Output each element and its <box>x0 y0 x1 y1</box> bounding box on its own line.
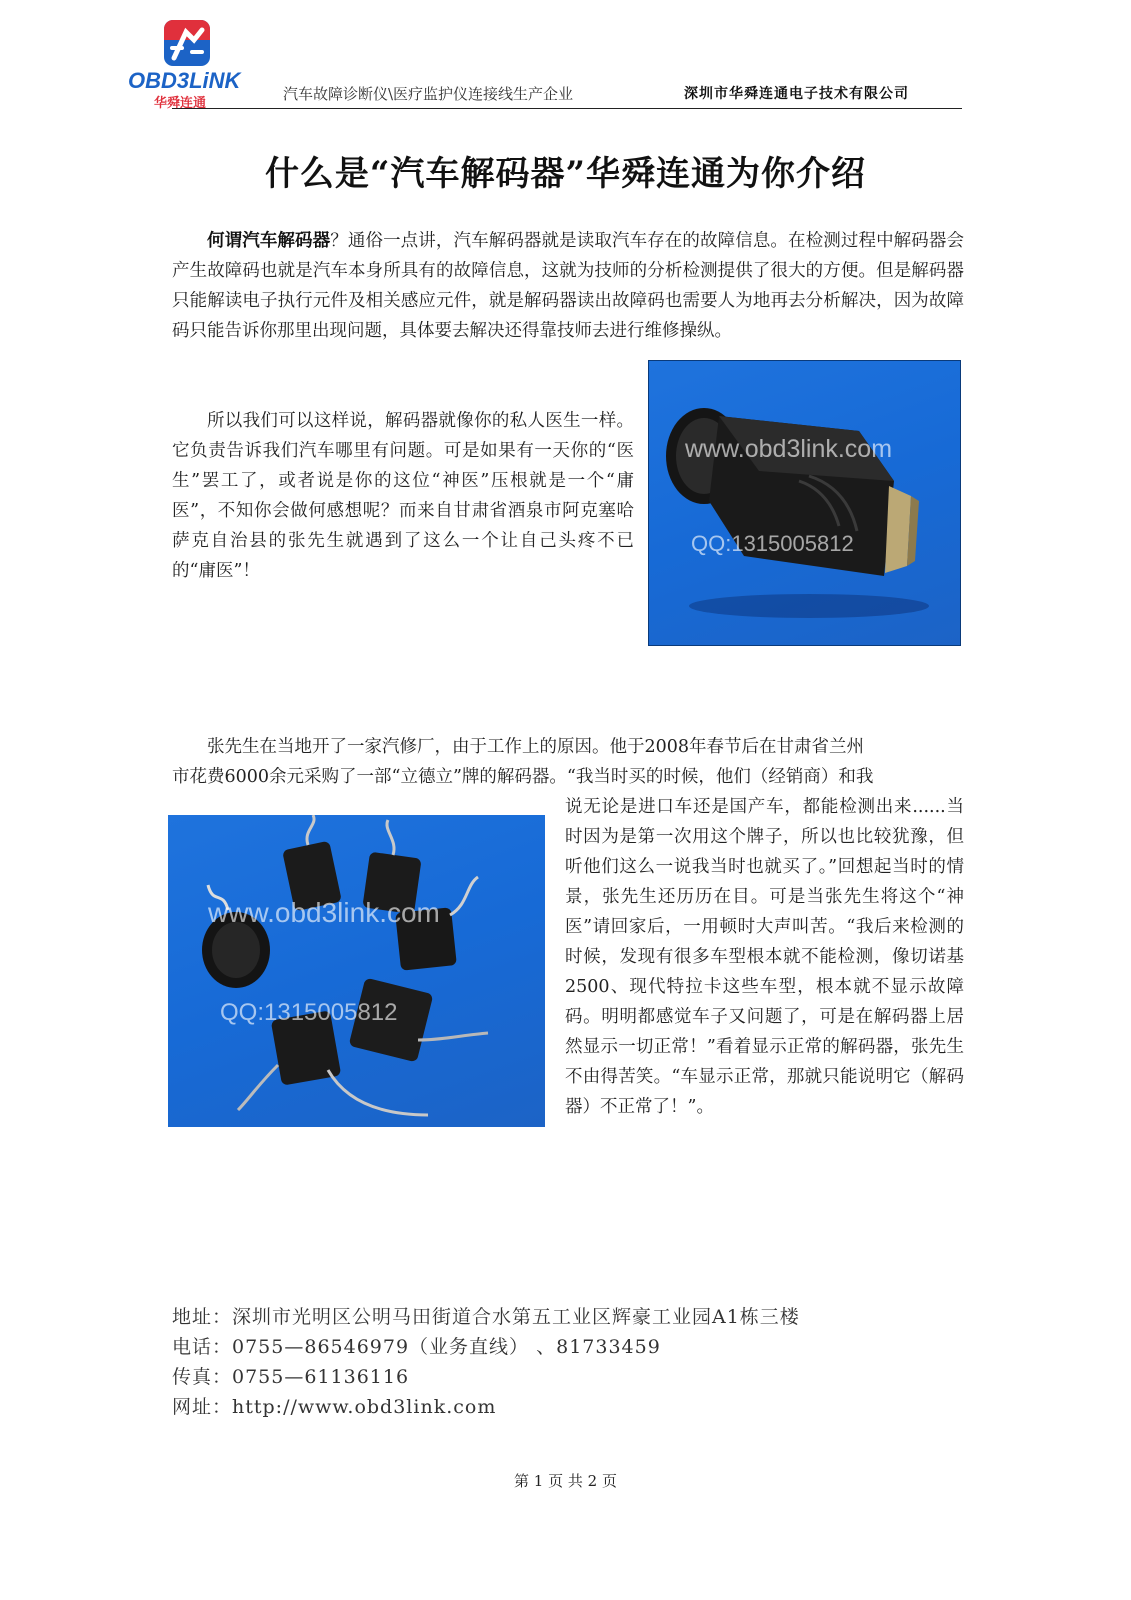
company-logo <box>128 18 246 110</box>
contact-address: 地址：深圳市光明区公明马田街道合水第五工业区辉豪工业园A1栋三楼 <box>172 1306 800 1328</box>
page-title: 什么是“汽车解码器”华舜连通为你介绍 <box>264 154 867 194</box>
contact-website[interactable]: 网址：http://www.obd3link.com <box>172 1396 497 1418</box>
paragraph-story-start <box>172 732 964 792</box>
paragraph-intro <box>172 226 964 346</box>
story-line-2: 市花费6000余元采购了一部“立德立”牌的解码器。“我当时买的时候，他们（经销商）和我 <box>172 767 874 787</box>
header-subtitle: 汽车故障诊断仪\医疗监护仪连接线生产企业 <box>283 85 574 103</box>
product-photo-connector <box>648 360 961 646</box>
header-divider <box>172 108 962 109</box>
paragraph-doctor-analogy: 所以我们可以这样说，解码器就像你的私人医生一样。它负责告诉我们汽车哪里有问题。可是如果有一天你的“医生”罢工了，或者说是你的这位“神医”压根就是一个“庸医”，不知你会做何感想呢？而来自甘肃省酒泉市阿克塞哈萨克自治县的张先生就遇到了这么一个让自己头疼不已的“庸医”！ <box>172 411 634 581</box>
photo2-watermark-url: www.obd3link.com <box>208 897 440 928</box>
logo-text: OBD3LiNK <box>128 68 241 93</box>
page-number: 第 1 页 共 2 页 <box>514 1472 617 1490</box>
intro-term: 何谓汽车解码器 <box>207 231 331 251</box>
obd-cables-icon <box>168 815 545 1127</box>
photo2-watermark-qq: QQ:1315005812 <box>220 999 398 1026</box>
story-line-1: 张先生在当地开了一家汽修厂，由于工作上的原因。他于2008年春节后在甘肃省兰州 <box>207 737 865 757</box>
contact-phone: 电话：0755—86546979（业务直线） 、81733459 <box>172 1336 661 1358</box>
contact-fax: 传真：0755—61136116 <box>172 1366 410 1388</box>
intro-text: ？通俗一点讲，汽车解码器就是读取汽车存在的故障信息。在检测过程中解码器会产生故障码也就是汽车本身所具有的故障信息，这就为技师的分析检测提供了很大的方便。但是解码器只能解读电子执行元件及相关感应元件，就是解码器读出故障码也需要人为地再去分析解决，因为故障码只能告诉你那里出现问题，具体要去解决还得靠技师去进行维修操纵。 <box>172 231 964 341</box>
photo1-watermark-url: www.obd3link.com <box>685 435 893 463</box>
product-photo-cables <box>168 815 545 1127</box>
photo1-watermark-qq: QQ:1315005812 <box>691 531 854 556</box>
header-company: 深圳市华舜连通电子技术有限公司 <box>684 86 909 102</box>
paragraph-story-continued: 说无论是进口车还是国产车，都能检测出来......当时因为是第一次用这个牌子，所以也比较犹豫，但听他们这么一说我当时也就买了。”回想起当时的情景，张先生还历历在目。可是当张先生将这个“神医”请回家后，一用顿时大声叫苦。“我后来检测的时候，发现有很多车型根本就不能检测，像切诺基2500、现代特拉卡这些车型，根本就不显示故障码。明明都感觉车子又问题了，可是在解码器上居然显示一切正常！”看着显示正常的解码器，张先生不由得苦笑。“车显示正常，那就只能说明它（解码器）不正常了！”。 <box>565 797 964 1117</box>
obd-connector-icon <box>649 361 961 646</box>
logo-cn-text: 华舜连通 <box>154 96 207 111</box>
